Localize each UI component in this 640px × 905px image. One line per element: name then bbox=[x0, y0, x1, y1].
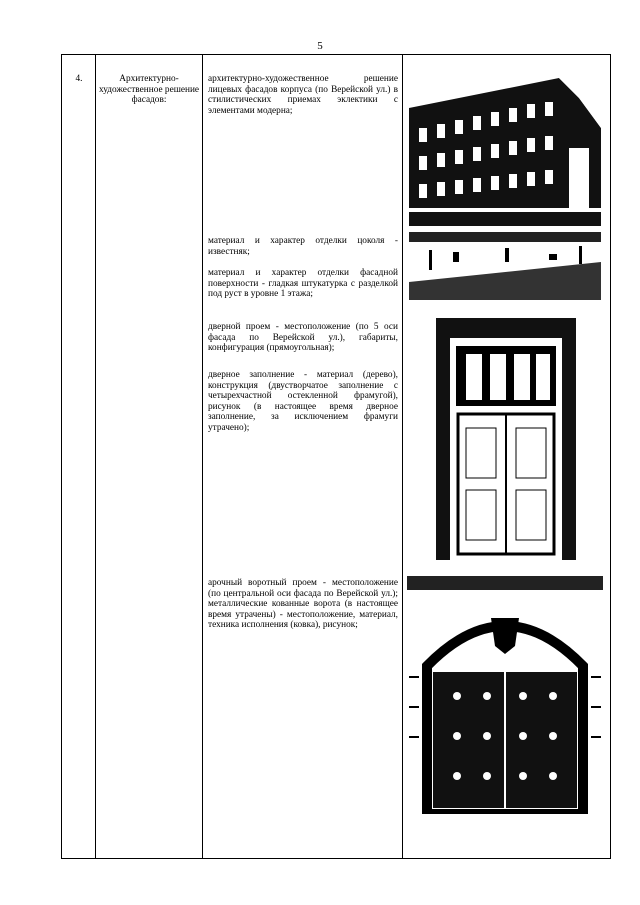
surface-description bbox=[208, 268, 398, 300]
gate-description bbox=[208, 578, 398, 631]
facade-photo bbox=[409, 68, 601, 226]
facade-description bbox=[208, 74, 398, 116]
item-gate: арочный воротный проем - местоположение (по центральной оси фасада по Верейской ул.); металлические кованные ворота (в настоящее время утрачены) - местоположение, материал, техника исполнения (ковка), рисунок; bbox=[208, 578, 398, 631]
door-filling-description bbox=[208, 370, 398, 434]
gate-photo bbox=[407, 576, 603, 814]
plinth-description bbox=[208, 236, 398, 257]
column-divider bbox=[202, 54, 203, 859]
row-number: 4. bbox=[75, 74, 83, 84]
page-number: 5 bbox=[317, 40, 323, 52]
item-door-filling: дверное заполнение - материал (дерево), конструкция (двустворчатое заполнение с четырехчастной остекленной фрамугой), рисунок (в настоящее время дверное заполнение, за исключением фрамуги утрачено); bbox=[208, 370, 398, 433]
door-photo bbox=[436, 318, 576, 560]
door-opening-description bbox=[208, 322, 398, 354]
item-plinth: материал и характер отделки цоколя - известняк; bbox=[208, 236, 398, 257]
item-door-opening: дверной проем - местоположение (по 5 оси фасада по Верейской ул.), габариты, конфигурация (прямоугольная); bbox=[208, 322, 398, 354]
item-surface: материал и характер отделки фасадной поверхности - гладкая штукатурка с разделкой под руст в уровне 1 этажа; bbox=[208, 268, 398, 300]
column-divider bbox=[95, 54, 96, 859]
column-divider bbox=[402, 54, 403, 859]
item-facade-solution: архитектурно-художественное решение лицевых фасадов корпуса (по Верейской ул.) в стилистических приемах эклектики с элементами модерна; bbox=[208, 74, 398, 116]
plinth-photo bbox=[409, 232, 601, 300]
row-title: Архитектурно-художественное решение фасадов: bbox=[98, 74, 200, 106]
